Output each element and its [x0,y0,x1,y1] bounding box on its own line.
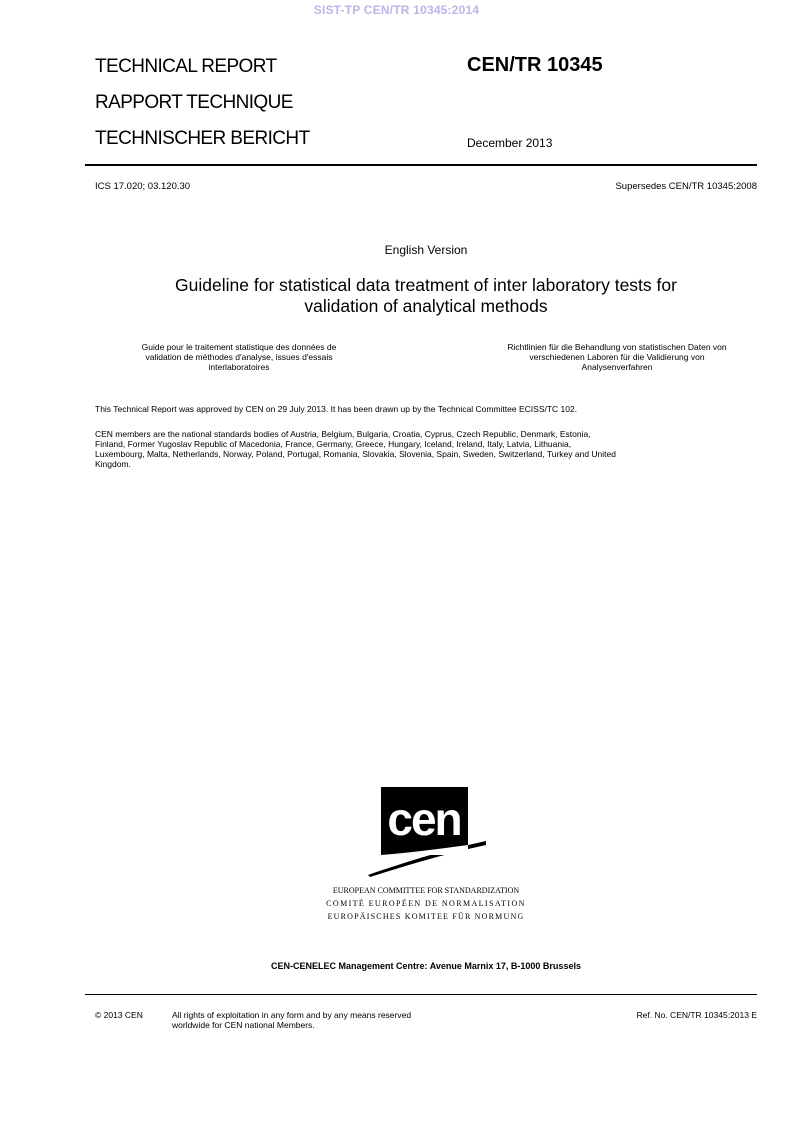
members-line: Finland, Former Yugoslav Republic of Macedonia, France, Germany, Greece, Hungary, Iceland, Ireland, Italy, Latvia, Lithuania, [95,439,572,449]
copyright-notice: © 2013 CEN [95,1010,143,1020]
header-rule [85,164,757,166]
reference-number: Ref. No. CEN/TR 10345:2013 E [636,1010,757,1020]
watermark: SIST-TP CEN/TR 10345:2014 [313,3,480,17]
language-version: English Version [384,243,468,257]
rights-statement [172,1010,492,1030]
subtitle-german-line: Analysenverfahren [581,362,653,372]
doc-title-line-2: validation of analytical methods [304,296,548,316]
report-type-en: TECHNICAL REPORT [95,56,277,77]
members-line: CEN members are the national standards bodies of Austria, Belgium, Bulgaria, Croatia, Cyprus, Czech Republic, Denmark, Estonia, [95,429,591,439]
cen-members-statement [95,429,757,469]
committee-name-de: EUROPÄISCHES KOMITEE FÜR NORMUNG [327,912,525,921]
report-type-fr: RAPPORT TECHNIQUE [95,92,293,113]
cen-logo-icon [368,787,486,879]
management-centre-address: CEN-CENELEC Management Centre: Avenue Marnix 17, B-1000 Brussels [271,961,581,971]
supersedes-note: Supersedes CEN/TR 10345:2008 [615,181,757,192]
subtitle-french-line: Guide pour le traitement statistique des données de [141,342,337,352]
doc-number: CEN/TR 10345 [467,54,603,76]
rights-line: All rights of exploitation in any form and by any means reserved [172,1010,412,1020]
subtitle-french-line: interlaboratoires [208,362,270,372]
members-line: Luxembourg, Malta, Netherlands, Norway, Poland, Portugal, Romania, Slovakia, Slovenia, Spain, Sweden, Switzerland, Turkey and United [95,449,616,459]
cen-logo-text: cen [387,793,461,845]
committee-name-en: EUROPEAN COMMITTEE FOR STANDARDIZATION [332,886,520,895]
subtitle-german-line: verschiedenen Laboren für die Validierung von [529,352,705,362]
footer-rule [85,994,757,995]
doc-date: December 2013 [467,136,553,150]
report-type-de: TECHNISCHER BERICHT [95,128,310,149]
approval-statement: This Technical Report was approved by CEN on 29 July 2013. It has been drawn up by the Technical Committee ECISS/TC 102. [95,404,578,414]
ics-code: ICS 17.020; 03.120.30 [95,181,191,192]
members-line: Kingdom. [95,459,131,469]
subtitle-german [472,342,762,372]
subtitle-french-line: validation de méthodes d'analyse, issues d'essais [145,352,333,362]
committee-name-fr: COMITÉ EUROPÉEN DE NORMALISATION [326,899,526,908]
doc-title [95,275,757,317]
doc-title-line-1: Guideline for statistical data treatment of inter laboratory tests for [175,275,677,295]
subtitle-french [108,342,370,372]
rights-line: worldwide for CEN national Members. [172,1020,315,1030]
subtitle-german-line: Richtlinien für die Behandlung von statistischen Daten von [507,342,727,352]
